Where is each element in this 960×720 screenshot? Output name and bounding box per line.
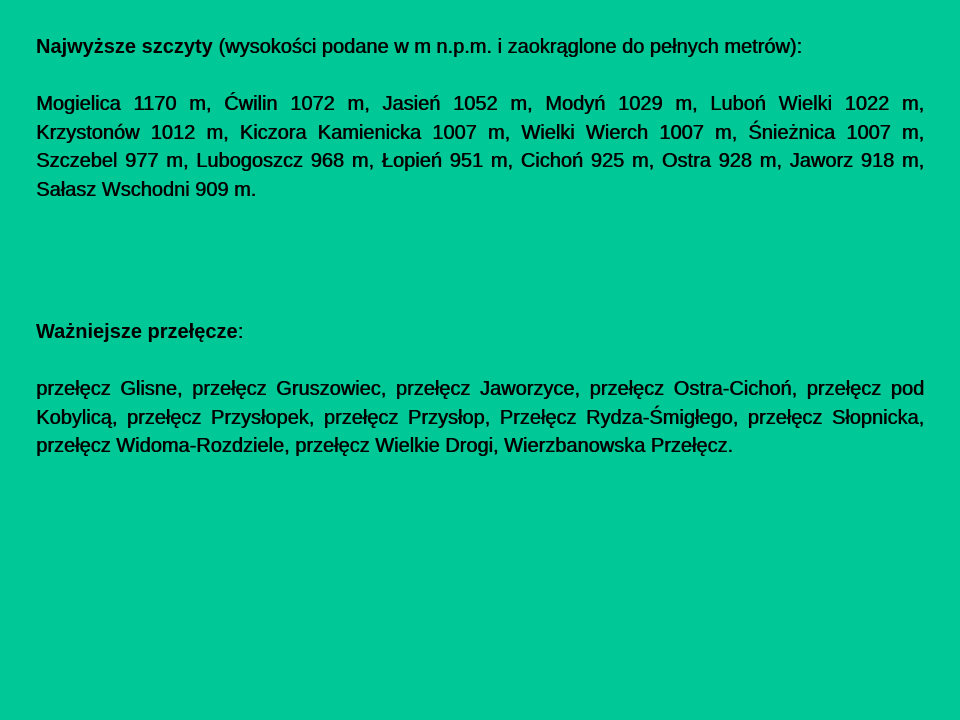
peaks-heading <box>36 33 924 62</box>
peaks-heading-bold: Najwyższe szczyty <box>36 36 213 58</box>
slide-content <box>36 33 924 461</box>
passes-heading-bold: Ważniejsze przełęcze <box>36 321 238 343</box>
passes-heading-colon: : <box>237 321 244 343</box>
spacer <box>36 62 924 91</box>
passes-heading <box>36 318 924 347</box>
spacer <box>36 347 924 376</box>
passes-list: przełęcz Glisne, przełęcz Gruszowiec, przełęcz Jaworzyce, przełęcz Ostra-Cichoń, przełęcz pod Kobylicą, przełęcz Przysłopek, przełęcz Przysłop, Przełęcz Rydza-Śmigłego, przełęcz Słopnicka, przełęcz Widoma-Rozdziele, przełęcz Wielkie Drogi, Wierzbanowska Przełęcz. <box>36 378 924 457</box>
peaks-heading-note: (wysokości podane w m n.p.m. i zaokrąglone do pełnych metrów): <box>212 36 802 58</box>
peaks-list: Mogielica 1170 m, Ćwilin 1072 m, Jasień 1052 m, Modyń 1029 m, Luboń Wielki 1022 m, Krzystonów 1012 m, Kiczora Kamienicka 1007 m, Wielki Wierch 1007 m, Śnieżnica 1007 m, Szczebel 977 m, Lubogoszcz 968 m, Łopień 951 m, Cichoń 925 m, Ostra 928 m, Jaworz 918 m, Sałasz Wschodni 909 m. <box>36 93 924 201</box>
spacer <box>36 204 924 318</box>
